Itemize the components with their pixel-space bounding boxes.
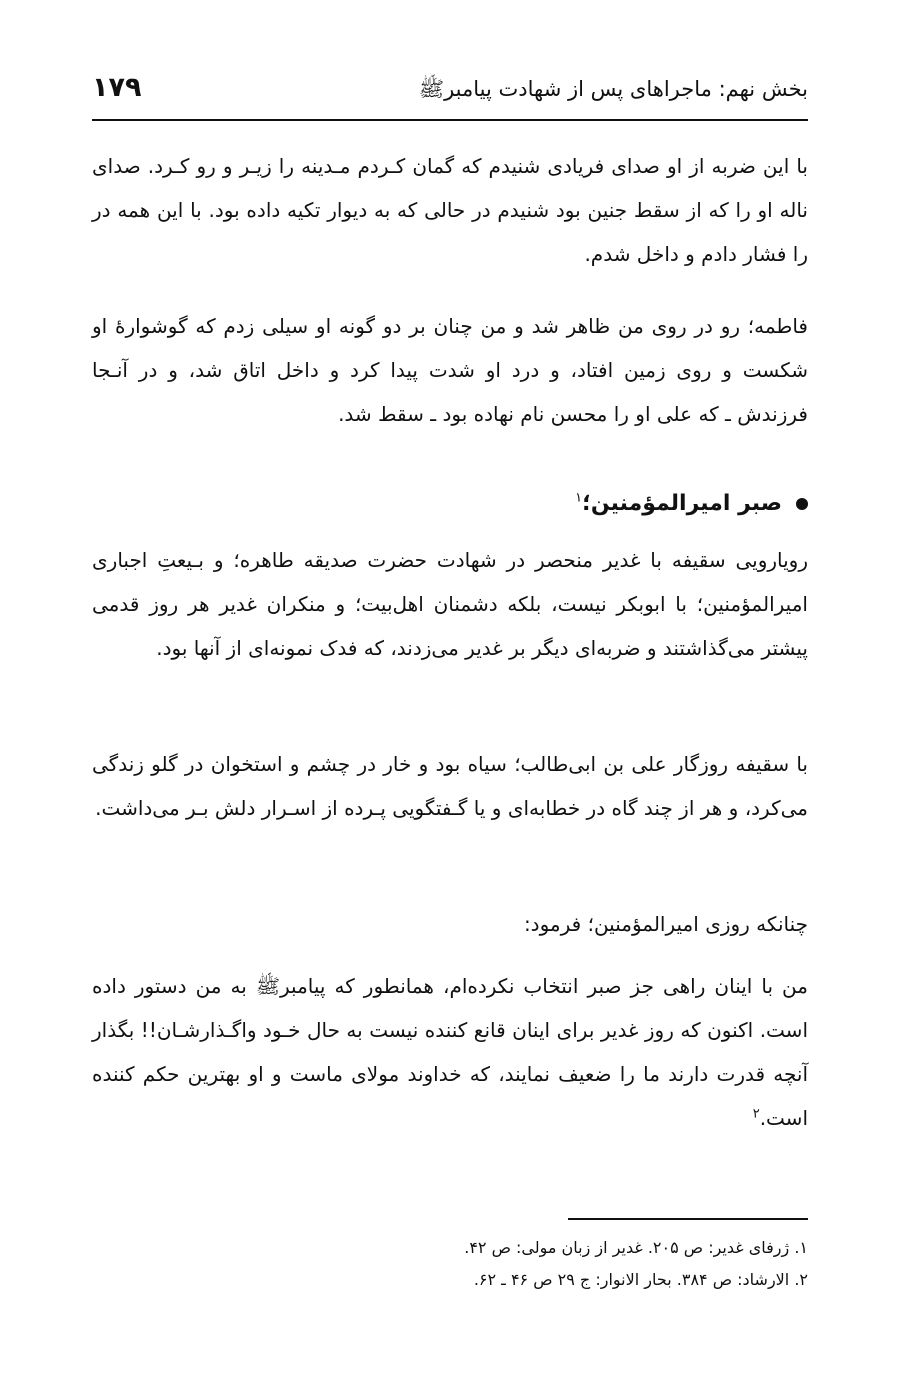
paragraph-4: با سقیفه روزگار علی بن ابی‌طالب؛ سیاه بود و خار در چشم و استخوان در گلو زندگی می‌کرد، و هر از چند گاه در خطابه‌ای و یا گـفتگویی پـرده از اسـرار دلش بـر می‌داشت. bbox=[92, 752, 808, 820]
paragraph-5: چنانکه روزی امیرالمؤمنین؛ فرمود: bbox=[523, 912, 808, 936]
header-divider bbox=[92, 119, 808, 121]
footnote-ref-2: ۲ bbox=[752, 1106, 760, 1122]
paragraph-6-text: من با اینان راهی جز صبر انتخاب نکرده‌ام، همانطور که پیامبرﷺ به من دستور داده است. اکنون که روز غدیر برای اینان قانع کننده نیست به حال خـود واگـذارشـان!! بگذار آنچه قدرت دارند ما را ضعیف نمایند، که خداوند مولای ماست و او بهترین حکم کننده است. bbox=[92, 974, 808, 1130]
paragraph-6 bbox=[92, 964, 808, 1140]
footnote-divider bbox=[568, 1218, 808, 1220]
paragraph-3: رویارویی سقیفه با غدیر منحصر در شهادت حضرت صدیقه طاهره؛ و بـیعتِ اجباری امیرالمؤمنین؛ با ابوبکر نیست، بلکه دشمنان اهل‌بیت؛ و منکران غدیر هر روز قدمی پیشتر می‌گذاشتند و ضربه‌ای دیگر بر غدیر می‌زدند، که فدک نمونه‌ای از آنها بود. bbox=[92, 548, 808, 660]
footnotes bbox=[92, 1232, 808, 1296]
section-heading bbox=[92, 484, 808, 524]
footnote-2: ۲. الارشاد: ص ۳۸۴. بحار الانوار: ج ۲۹ ص ۴۶ ـ ۶۲. bbox=[473, 1270, 808, 1289]
footnote-ref-1: ۱ bbox=[575, 490, 583, 506]
page-number: ۱۷۹ bbox=[92, 72, 142, 103]
running-head bbox=[92, 72, 808, 112]
chapter-title: بخش نهم: ماجراهای پس از شهادت پیامبرﷺ bbox=[418, 77, 808, 101]
footnote-1: ۱. ژرفای غدیر: ص ۲۰۵. غدیر از زبان مولی: ص ۴۲. bbox=[464, 1238, 808, 1257]
section-title: صبر امیرالمؤمنین؛ bbox=[582, 491, 782, 516]
paragraph-1: با این ضربه از او صدای فریادی شنیدم که گمان کـردم مـدینه را زیـر و رو کـرد. صدای ناله او را که از سقط جنین بود شنیدم در حالی که به دیوار تکیه داده بود. با این همه در را فشار دادم و داخل شدم. bbox=[92, 154, 808, 266]
paragraph-2: فاطمه؛ رو در روی من ظاهر شد و من چنان بر دو گونه او سیلی زدم که گوشوارهٔ او شکست و روی زمین افتاد، و درد او شدت پیدا کرد و داخل اتاق شد، و در آنـجا فرزندش ـ که علی او را محسن نام نهاده بود ـ سقط شد. bbox=[92, 314, 808, 426]
bullet-icon bbox=[796, 498, 808, 510]
